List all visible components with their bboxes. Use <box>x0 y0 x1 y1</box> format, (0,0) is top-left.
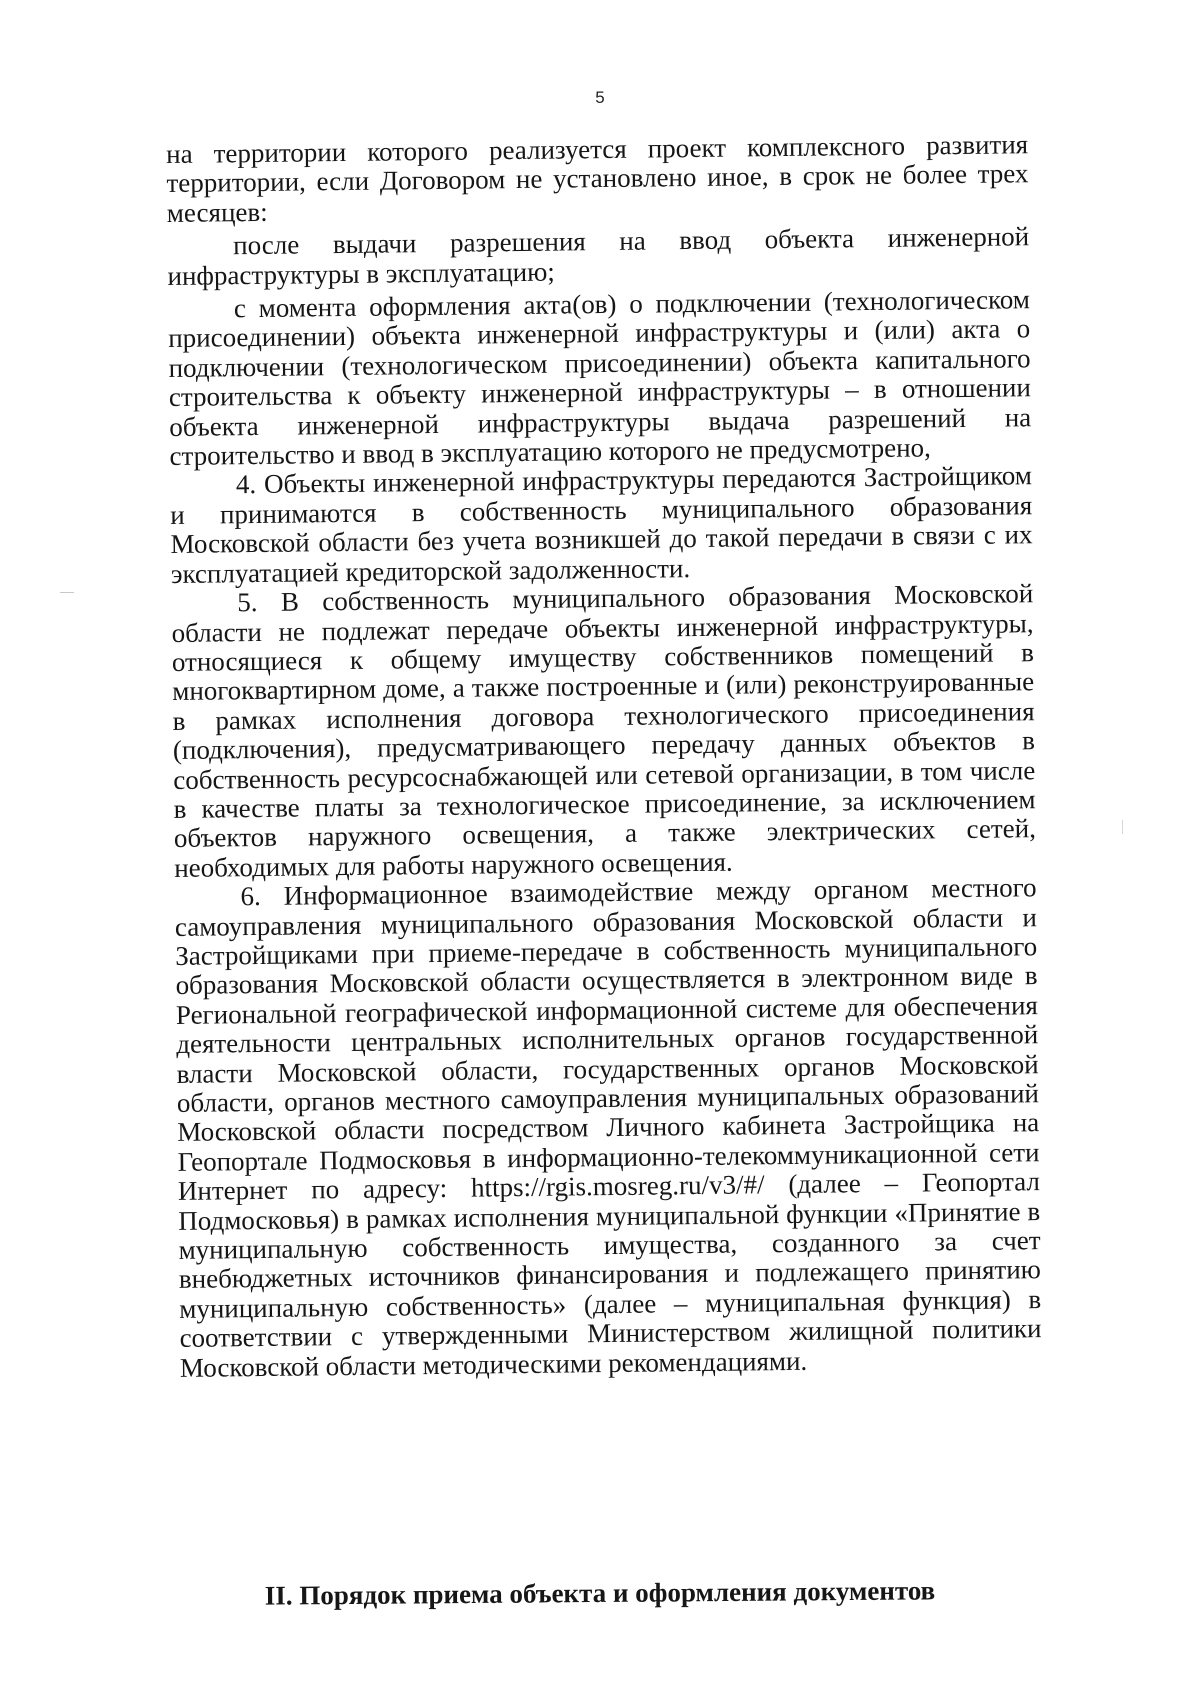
document-body <box>166 130 1042 1383</box>
paragraph-item-6: 6. Информационное взаимодействие между органом местного самоуправления муниципального образования Московской области и Застройщиками при приеме-передаче в собственность муниципального образования Московской области осуществляется в электронном виде в Региональной географической информационной системе для обеспечения деятельности центральных исполнительных органов государственной власти Московской области, государственных органов Московской области, органов местного самоуправления муниципальных образований Московской области посредством Личного кабинета Застройщика на Геопортале Подмосковья в информационно-телекоммуникационной сети Интернет по адресу: https://rgis.mosreg.ru/v3/#/ (далее – Геопортал Подмосковья) в рамках исполнения муниципальной функции «Принятие в муниципальную собственность имущества, созданного за счет внебюджетных источников финансирования и подлежащего принятию муниципальную собственность» (далее – муниципальная функция) в соответствии с утвержденными Министерством жилищной политики Московской области методическими рекомендациями. <box>174 872 1042 1383</box>
paragraph-item-5: 5. В собственность муниципального образования Московской области не подлежат передаче объекты инженерной инфраструктуры, относящиеся к общему имуществу собственников помещений в многоквартирном доме, а также построенные и (или) реконструированные в рамках исполнения договора технологического присоединения (подключения), предусматривающего передачу данных объектов в собственность ресурсоснабжающей или сетевой организации, в том числе в качестве платы за технологическое присоединение, за исключением объектов наружного освещения, а также электрических сетей, необходимых для работы наружного освещения. <box>171 578 1037 883</box>
scan-margin-mark <box>1122 820 1123 834</box>
section-heading: II. Порядок приема объекта и оформления документов <box>264 1575 936 1611</box>
scan-margin-mark <box>60 592 74 593</box>
paragraph-item-4: 4. Объекты инженерной инфраструктуры передаются Застройщиком и принимаются в собственность муниципального образования Московской области без учета возникшей до такой передачи в связи с их эксплуатацией кредиторской задолженности. <box>170 460 1033 589</box>
paragraph-continuation: на территории которого реализуется проект комплексного развития территории, если Договором не установлено иное, в срок не более трех месяцев: <box>165 129 1029 228</box>
paragraph-connection-act: с момента оформления акта(ов) о подключении (технологическом присоединении) объекта инженерной инфраструктуры и (или) акта о подключении (технологическом присоединении) объекта капитального строительства к объекту инженерной инфраструктуры – в отношении объекта инженерной инфраструктуры выдача разрешений на строительство и ввод в эксплуатацию которого не предусмотрено, <box>168 284 1032 472</box>
paragraph-after-permit: после выдачи разрешения на ввод объекта инженерной инфраструктуры в эксплуатацию; <box>167 221 1030 291</box>
page-number: 5 <box>595 88 605 107</box>
